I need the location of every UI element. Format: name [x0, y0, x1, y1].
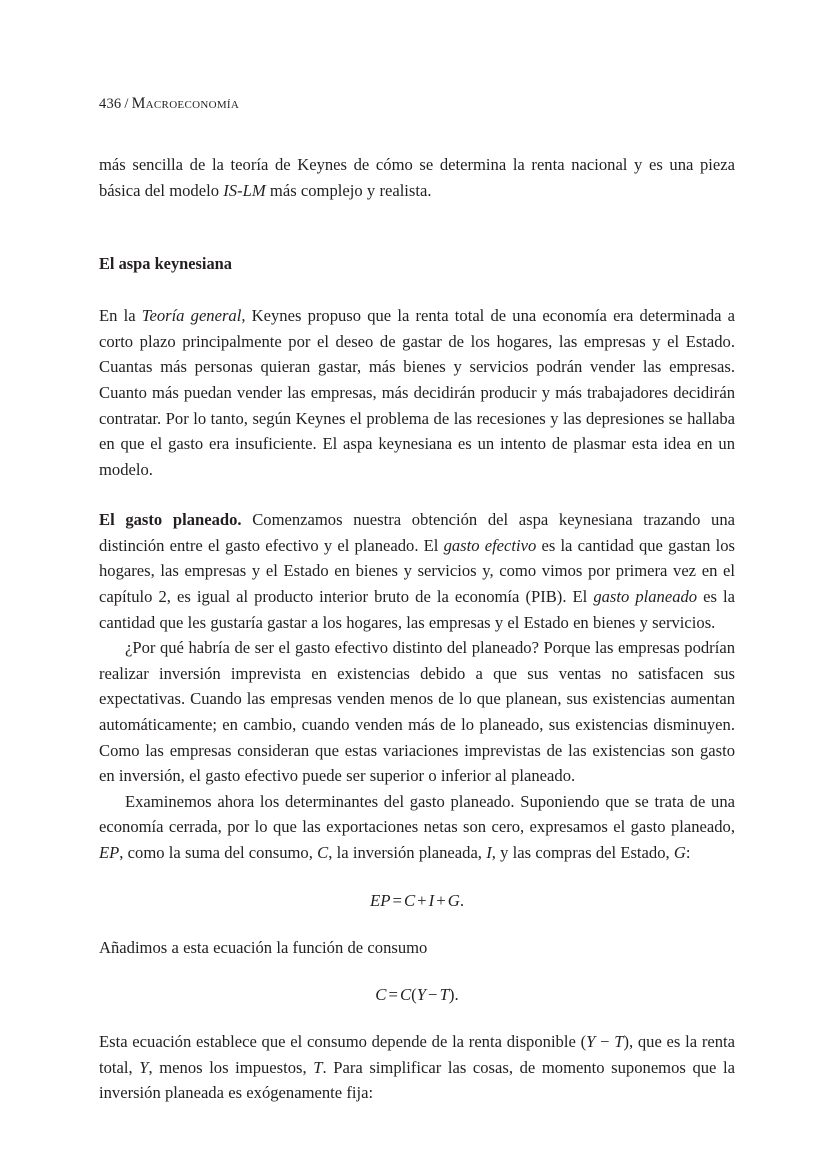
equation-1-operator-plus-2: + — [436, 890, 446, 910]
equation-2-terminator: . — [454, 985, 459, 1005]
equation-1-operator-equals: = — [392, 890, 402, 910]
running-head-separator: / — [124, 96, 129, 112]
equation-1-lhs: EP — [369, 890, 391, 910]
page-number: 436 — [99, 96, 122, 112]
paragraph-esta-ecuacion-establece: Esta ecuación establece que el consumo depende de la renta disponible (Y − T), que es la renta total, Y, menos los impuestos, T. Para simplificar las cosas, de momento suponemos que la inversión planeada es exógenamente fija: — [99, 1032, 736, 1103]
book-title: Macroeconomía — [131, 95, 240, 112]
equation-2-argument-t: T — [439, 985, 449, 1005]
equation-gasto-planeado — [99, 888, 735, 914]
equation-2-argument-y: Y — [416, 985, 427, 1005]
equation-1-term-g: G — [447, 890, 460, 910]
paragraph-examinemos-ahora: Examinemos ahora los determinantes del gasto planeado. Suponiendo que se trata de una economía cerrada, por lo que las exportaciones netas son cero, expresamos el gasto planeado, EP, como la suma del consumo, C, la inversión planeada, I, y las compras del Estado, G: — [99, 791, 735, 862]
paragraph-gasto-planeado: El gasto planeado. Comenzamos nuestra obtención del aspa keynesiana trazando una distinción entre el gasto efectivo y el planeado. El gasto efectivo es la cantidad que gastan los hogares, las empresas y el Estado en bienes y servicios y, como vimos por primera vez en el capítulo 2, es igual al producto interior bruto de la economía (PIB). El gasto planeado es la cantidad que les gustaría gastar a los hogares, las empresas y el Estado en bienes y servicios. — [99, 510, 736, 632]
equation-1-operator-plus-1: + — [417, 890, 427, 910]
paragraph-continuation: más sencilla de la teoría de Keynes de cómo se determina la renta nacional y es una pieza básica del modelo IS-LM más complejo y realista. — [99, 154, 735, 200]
equation-2-paren-open: ( — [411, 985, 417, 1005]
paragraph-teoria-general: En la Teoría general, Keynes propuso que la renta total de una economía era determinada a corto plazo principalmente por el deseo de gastar de los hogares, las empresas y el Estado. Cuantas más personas quieran gastar, más bienes y servicios podrán vender las empresas. Cuanto más puedan vender las empresas, más decidirán producir y más trabajadores decidirán contratar. Por lo tanto, según Keynes el problema de las recesiones y las depresiones se hallaba en que el gasto era insuficiente. El aspa keynesiana es un intento de plasmar esta idea en un modelo. — [99, 306, 736, 479]
page-content — [99, 95, 735, 1106]
equation-2-function: C — [399, 985, 412, 1005]
running-head — [99, 95, 735, 113]
paragraph-por-que-habria: ¿Por qué habría de ser el gasto efectivo distinto del planeado? Porque las empresas podrían realizar inversión imprevista en existencias debido a que sus ventas no satisfacen sus expectativas. Cuando las empresas venden menos de lo que planean, sus existencias aumentan automáticamente; en cambio, cuando venden más de lo planeado, sus existencias disminuyen. Como las empresas consideran que estas variaciones imprevistas de las existencias son gasto en inversión, el gasto efectivo puede ser superior o inferior al planeado. — [99, 638, 735, 786]
section-heading-aspa-keynesiana: El aspa keynesiana — [99, 254, 232, 274]
equation-2-operator-minus: − — [428, 985, 438, 1005]
equation-2-operator-equals: = — [388, 985, 398, 1005]
equation-funcion-consumo — [99, 982, 735, 1008]
paragraph-anadimos-funcion-consumo: Añadimos a esta ecuación la función de consumo — [99, 937, 428, 957]
equation-2-paren-close: ) — [448, 985, 455, 1005]
equation-1-term-i: I — [428, 890, 435, 910]
equation-2-lhs: C — [375, 985, 387, 1005]
equation-1-term-c: C — [403, 890, 416, 910]
equation-1-terminator: . — [459, 890, 465, 910]
